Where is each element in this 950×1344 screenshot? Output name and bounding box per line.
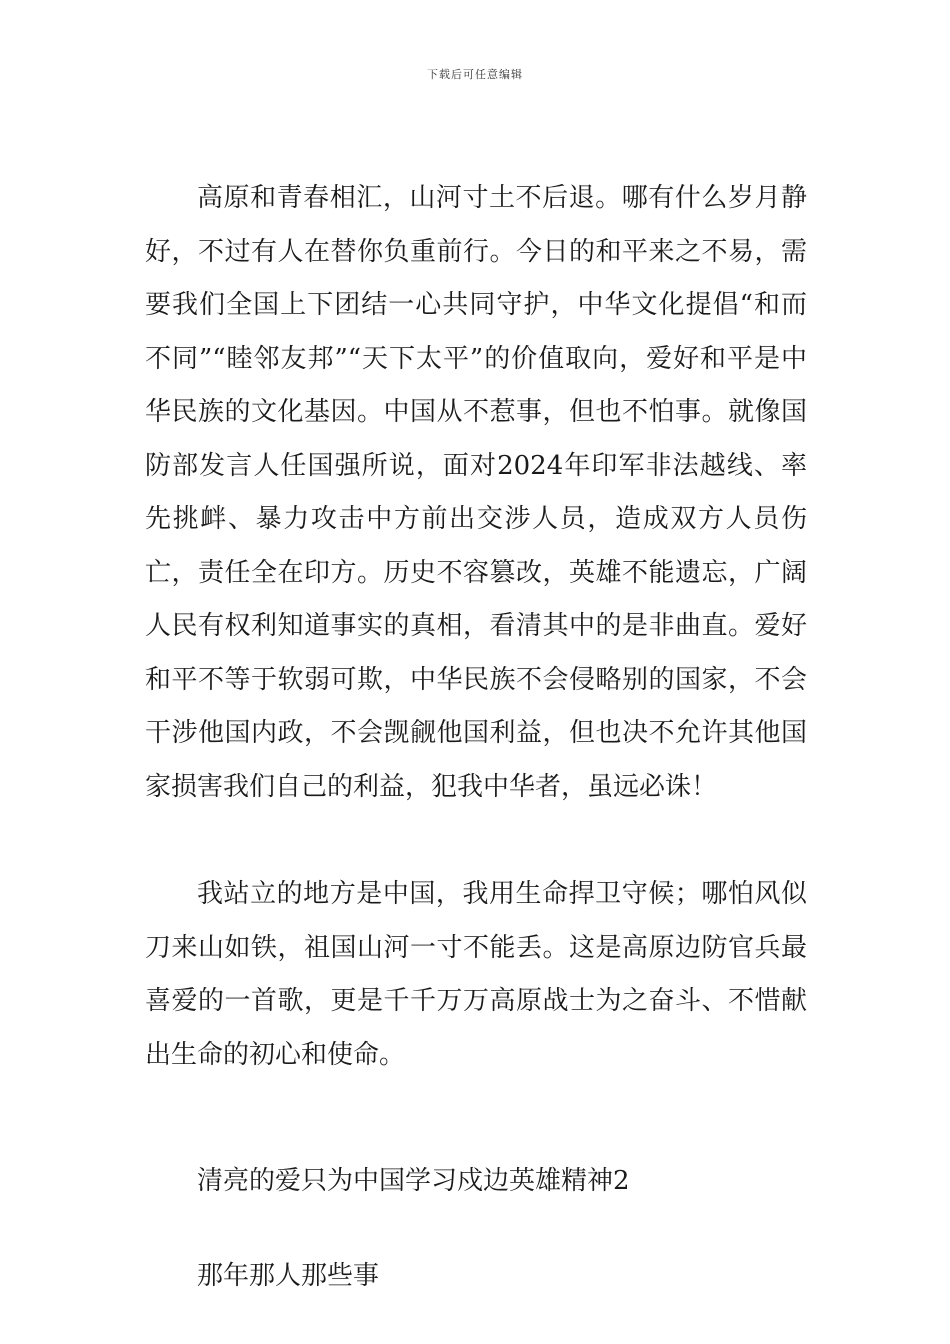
section-heading: 那年那人那些事 — [197, 1260, 380, 1291]
body-paragraph-2: 我站立的地方是中国，我用生命捍卫守候；哪怕风似刀来山如铁，祖国山河一寸不能丢。这是高原边防官兵最喜爱的一首歌，更是千千万万高原战士为之奋斗、不惜献出生命的初心和使命。 — [145, 879, 807, 1070]
document-body — [145, 172, 807, 1303]
section-title: 清亮的爱只为中国学习戍边英雄精神2 — [197, 1166, 630, 1196]
body-paragraph-1: 高原和青春相汇，山河寸土不后退。哪有什么岁月静好，不过有人在替你负重前行。今日的和平来之不易，需要我们全国上下团结一心共同守护，中华文化提倡“和而不同”“睦邻友邦”“天下太平”的价值取向，爱好和平是中华民族的文化基因。中国从不惹事，但也不怕事。就像国防部发言人任国强所说，面对2024年印军非法越线、率先挑衅、暴力攻击中方前出交涉人员，造成双方人员伤亡，责任全在印方。历史不容篡改，英雄不能遗忘，广阔人民有权利知道事实的真相，看清其中的是非曲直。爱好和平不等于软弱可欺，中华民族不会侵略别的国家，不会干涉他国内政，不会觊觎他国利益，但也决不允许其他国家损害我们自己的利益，犯我中华者，虽远必诛！ — [145, 183, 807, 802]
header-note: 下载后可任意编辑 — [427, 68, 523, 81]
